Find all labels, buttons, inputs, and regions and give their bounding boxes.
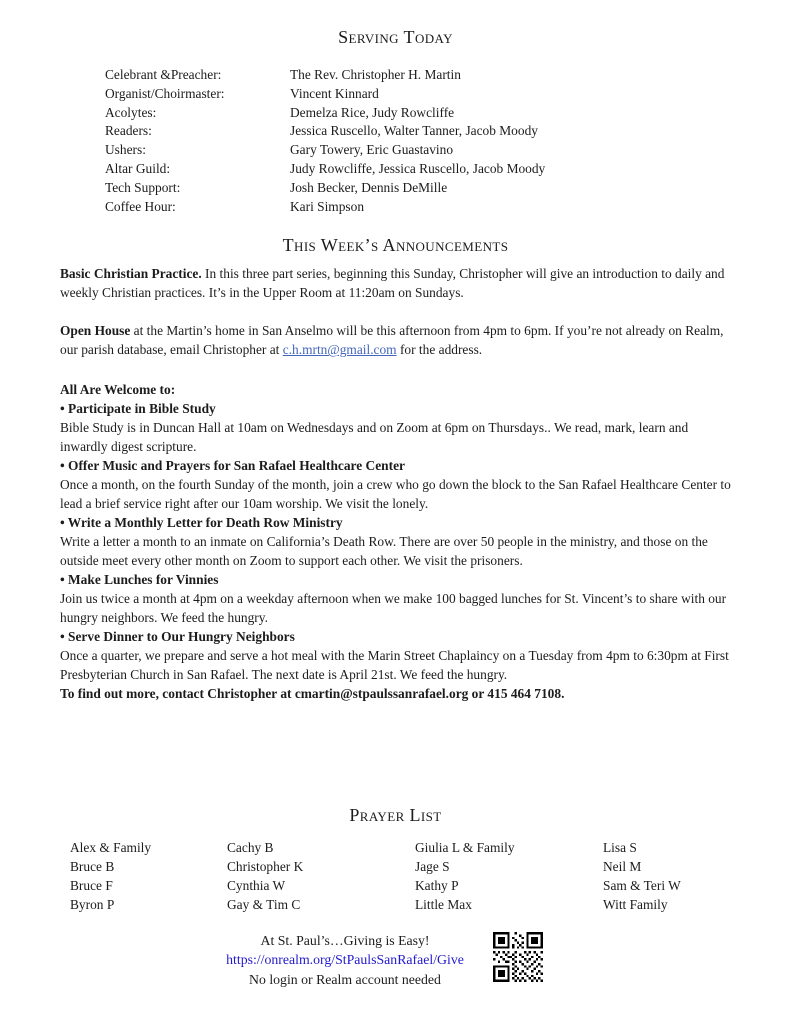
giving-link[interactable]: https://onrealm.org/StPaulsSanRafael/Give	[226, 952, 464, 968]
serving-role-value: Demelza Rice, Judy Rowcliffe	[290, 104, 455, 120]
giving-footer	[0, 931, 791, 990]
prayer-name: Cachy B	[227, 840, 274, 856]
serving-role-label: Altar Guild:	[105, 160, 171, 176]
serving-role-label: Tech Support:	[105, 179, 181, 195]
prayer-name: Alex & Family	[70, 840, 152, 856]
serving-row	[105, 104, 791, 123]
announcement-basic-practice-text: In this three part series, beginning this Sunday, Christopher will give an introduction to daily and weekly Christian practices. It’s in the Upper Room at 11:20am on Sundays.	[60, 266, 725, 301]
welcome-item-title: • Write a Monthly Letter for Death Row Ministry	[60, 515, 343, 531]
prayer-name: Lisa S	[603, 840, 637, 856]
welcome-item-body: Join us twice a month at 4pm on a weekday afternoon when we make 100 bagged lunches for St. Vincent’s to share with our hungry neighbors. We feed the hungry.	[60, 591, 727, 626]
prayer-name: Byron P	[70, 896, 115, 912]
prayer-name: Sam & Teri W	[603, 877, 681, 893]
serving-role-value: Judy Rowcliffe, Jessica Ruscello, Jacob Moody	[290, 160, 546, 176]
welcome-footer: To find out more, contact Christopher at cmartin@stpaulssanrafael.org or 415 464 7108.	[60, 686, 565, 702]
serving-row	[105, 179, 791, 198]
announcement-basic-practice-lead: Basic Christian Practice.	[60, 266, 202, 282]
serving-row	[105, 141, 791, 160]
prayer-name: Giulia L & Family	[415, 840, 515, 856]
serving-role-value: The Rev. Christopher H. Martin	[290, 67, 461, 82]
serving-role-value: Gary Towery, Eric Guastavino	[290, 142, 454, 158]
serving-today-title: Serving Today	[338, 27, 453, 47]
welcome-item-body: Bible Study is in Duncan Hall at 10am on Wednesdays and on Zoom at 6pm on Thursdays.. We read, mark, learn and inwardly digest scripture.	[60, 420, 689, 455]
giving-note: No login or Realm account needed	[249, 971, 441, 987]
serving-role-label: Organist/Choirmaster:	[105, 85, 225, 101]
announcements-title: This Week’s Announcements	[282, 235, 509, 256]
prayer-list-title: Prayer List	[349, 805, 442, 826]
serving-row	[105, 66, 791, 85]
welcome-section	[60, 380, 732, 703]
serving-role-label: Celebrant &Preacher:	[105, 67, 222, 82]
qr-code	[493, 932, 543, 982]
prayer-column	[415, 839, 603, 914]
serving-row	[105, 198, 791, 217]
giving-headline: At St. Paul’s…Giving is Easy!	[260, 932, 430, 948]
prayer-name: Little Max	[415, 896, 472, 912]
welcome-item-title: • Make Lunches for Vinnies	[60, 572, 219, 588]
welcome-item-body: Write a letter a month to an inmate on California’s Death Row. There are over 50 people in the ministry, and those on the outside meet every other month on Zoom to support each other. We visit the prisoners.	[60, 534, 708, 569]
serving-today-list	[105, 66, 791, 216]
serving-row	[105, 85, 791, 104]
prayer-column	[227, 839, 415, 914]
welcome-item-title: • Serve Dinner to Our Hungry Neighbors	[60, 629, 295, 645]
serving-role-label: Readers:	[105, 123, 152, 139]
prayer-name: Christopher K	[227, 859, 304, 875]
serving-row	[105, 122, 791, 141]
prayer-name: Neil M	[603, 859, 642, 875]
announcement-open-house-lead: Open House	[60, 323, 131, 339]
serving-role-value: Vincent Kinnard	[290, 85, 379, 101]
prayer-name: Bruce F	[70, 877, 113, 893]
welcome-heading: All Are Welcome to:	[60, 382, 176, 398]
prayer-name: Gay & Tim C	[227, 896, 301, 912]
prayer-name: Witt Family	[603, 896, 668, 912]
prayer-name: Cynthia W	[227, 877, 286, 893]
prayer-name: Jage S	[415, 859, 450, 875]
welcome-item-title: • Offer Music and Prayers for San Rafael Healthcare Center	[60, 458, 405, 474]
welcome-item-title: • Participate in Bible Study	[60, 401, 216, 417]
serving-role-label: Ushers:	[105, 142, 146, 158]
serving-row	[105, 160, 791, 179]
serving-role-label: Acolytes:	[105, 104, 157, 120]
welcome-item-body: Once a month, on the fourth Sunday of the month, join a crew who go down the block to the San Rafael Healthcare Center to lead a brief service right after our 10am worship. We visit the lonely.	[60, 477, 731, 512]
email-link[interactable]: c.h.mrtn@gmail.com	[282, 342, 397, 358]
announcement-basic-practice	[60, 264, 732, 302]
prayer-column	[70, 839, 227, 914]
announcement-open-house	[60, 321, 732, 359]
prayer-list	[70, 839, 791, 914]
giving-text	[205, 931, 485, 990]
announcement-open-house-text2: for the address.	[396, 342, 483, 358]
serving-role-value: Josh Becker, Dennis DeMille	[290, 179, 448, 195]
announcement-open-house-text1: at the Martin’s home in San Anselmo will be this afternoon from 4pm to 6pm. If you’re not already on Realm, our parish database, email Christopher at	[60, 323, 724, 358]
welcome-item-body: Once a quarter, we prepare and serve a hot meal with the Marin Street Chaplaincy on a Tuesday from 4pm to 6:30pm at First Presbyterian Church in San Rafael. The next date is April 21st. We feed the hungry.	[60, 648, 729, 683]
prayer-name: Kathy P	[415, 877, 459, 893]
serving-role-value: Kari Simpson	[290, 198, 365, 214]
prayer-name: Bruce B	[70, 859, 115, 875]
serving-role-label: Coffee Hour:	[105, 198, 176, 214]
serving-role-value: Jessica Ruscello, Walter Tanner, Jacob Moody	[290, 123, 538, 139]
announcements-body	[60, 264, 732, 703]
prayer-column	[603, 839, 791, 914]
